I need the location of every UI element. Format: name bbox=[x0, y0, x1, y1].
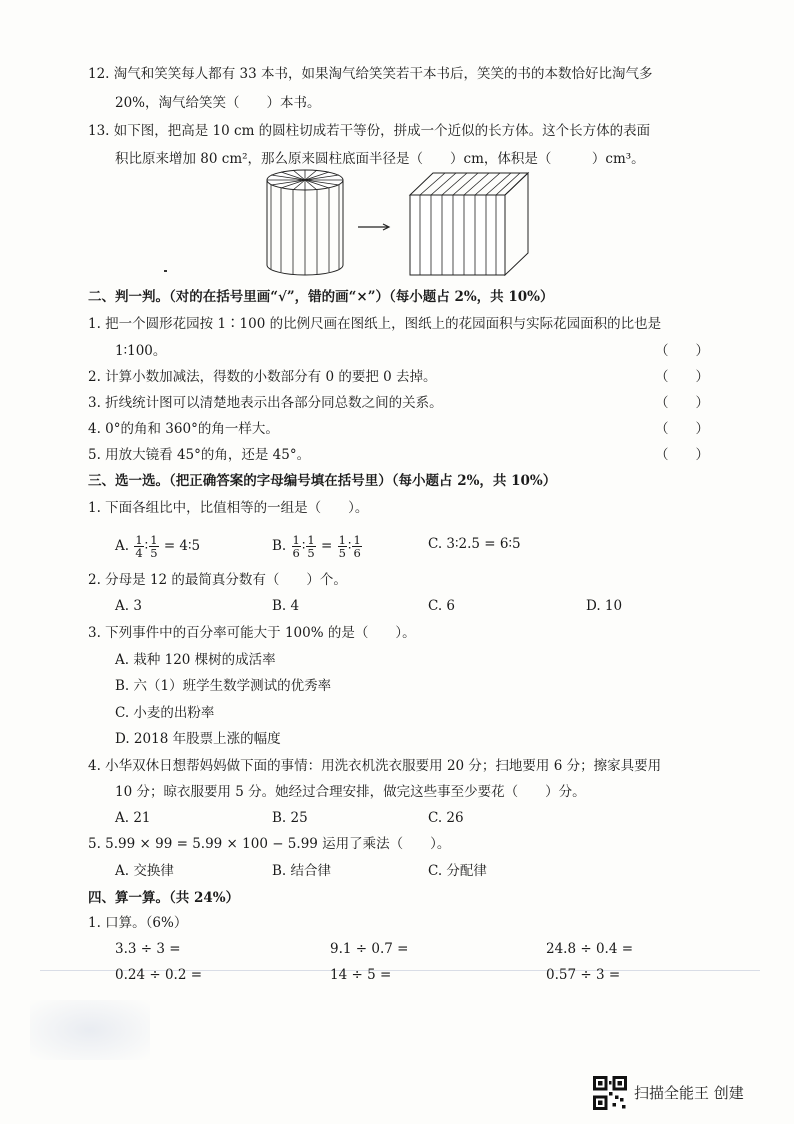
choice-q4-option-a[interactable]: A. 21 bbox=[115, 810, 151, 826]
choice-q4-option-c[interactable]: C. 26 bbox=[428, 810, 464, 826]
fraction: $\frac{1}{4}$ bbox=[135, 533, 143, 560]
calc-item: 0.24 ÷ 0.2 = bbox=[115, 967, 203, 983]
choice-q3-option-b[interactable]: B. 六（1）班学生数学测试的优秀率 bbox=[115, 678, 332, 694]
judge-answer-2[interactable]: （ ） bbox=[655, 369, 709, 385]
judge-item-1: 1. 把一个圆形花园按 1∶100 的比例尺画在图纸上，图纸上的花园面积与实际花园面积的比也是 bbox=[88, 316, 662, 332]
judge-answer-5[interactable]: （ ） bbox=[655, 447, 709, 463]
scan-smudge bbox=[30, 1000, 150, 1060]
option-letter: B. bbox=[272, 538, 287, 554]
choice-q2-option-c[interactable]: C. 6 bbox=[428, 598, 456, 614]
judge-item-2: 2. 计算小数加减法，得数的小数部分有 0 的要把 0 去掉。 bbox=[88, 369, 437, 385]
choice-q2-stem: 2. 分母是 12 的最简真分数有（ ）个。 bbox=[88, 572, 347, 588]
choice-q1-stem: 1. 下面各组比中，比值相等的一组是（ ）。 bbox=[88, 500, 369, 516]
choice-q3-stem: 3. 下列事件中的百分率可能大于 100% 的是（ ）。 bbox=[88, 625, 416, 641]
choice-q3-option-d[interactable]: D. 2018 年股票上涨的幅度 bbox=[115, 731, 281, 747]
choice-q1-option-a[interactable]: A. $\frac{1}{4}$ ∶ $\frac{1}{5}$ = 4∶5 bbox=[115, 533, 201, 560]
choice-q1-option-b[interactable]: B. $\frac{1}{6}$ ∶ $\frac{1}{5}$ = $\frac{1}{5}$ ∶ $\frac{1}{6}$ bbox=[272, 533, 361, 560]
fraction: $\frac{1}{5}$ bbox=[150, 533, 158, 560]
calc-item: 24.8 ÷ 0.4 = bbox=[546, 941, 634, 957]
judge-item-3: 3. 折线统计图可以清楚地表示出各部分同总数之间的关系。 bbox=[88, 395, 443, 411]
q13-line2: 积比原来增加 80 cm²，那么原来圆柱底面半径是（ ）cm，体积是（ ）cm³。 bbox=[115, 151, 645, 167]
equals-sign: = bbox=[320, 538, 333, 554]
q12-line1: 12. 淘气和笑笑每人都有 33 本书，如果淘气给笑笑若干本书后，笑笑的书的本数恰好比淘气多 bbox=[88, 66, 653, 82]
choice-q5-option-a[interactable]: A. 交换律 bbox=[115, 863, 174, 879]
judge-item-1-cont: 1∶100。 bbox=[115, 343, 167, 359]
judge-answer-3[interactable]: （ ） bbox=[655, 395, 709, 411]
calc-item: 3.3 ÷ 3 = bbox=[115, 941, 181, 957]
section4-sub1: 1. 口算。（6%） bbox=[88, 915, 188, 931]
calc-item: 0.57 ÷ 3 = bbox=[546, 967, 621, 983]
choice-q2-option-a[interactable]: A. 3 bbox=[115, 598, 142, 614]
q13-line1: 13. 如下图，把高是 10 cm 的圆柱切成若干等份，拼成一个近似的长方体。这个长方体的表面 bbox=[88, 123, 651, 139]
judge-answer-4[interactable]: （ ） bbox=[655, 421, 709, 437]
choice-q1-option-c[interactable]: C. 3∶2.5 = 6∶5 bbox=[428, 536, 521, 552]
cuboid-figure bbox=[410, 173, 528, 275]
judge-answer-1[interactable]: （ ） bbox=[655, 343, 709, 359]
choice-q5-option-c[interactable]: C. 分配律 bbox=[428, 863, 487, 879]
qr-code-icon bbox=[593, 1076, 627, 1110]
choice-q4-option-b[interactable]: B. 25 bbox=[272, 810, 308, 826]
section3-title: 三、选一选。（把正确答案的字母编号填在括号里）（每小题占 2%，共 10%） bbox=[88, 473, 557, 489]
fraction: $\frac{1}{5}$ bbox=[307, 533, 315, 560]
q12-line2: 20%，淘气给笑笑（ ）本书。 bbox=[115, 95, 321, 111]
scanner-watermark: 扫描全能王 创建 bbox=[634, 1084, 744, 1102]
choice-q4-line2: 10 分；晾衣服要用 5 分。她经过合理安排，做完这些事至少要花（ ）分。 bbox=[115, 784, 586, 800]
choice-q3-option-c[interactable]: C. 小麦的出粉率 bbox=[115, 705, 215, 721]
arrow-icon bbox=[358, 224, 389, 230]
calc-item: 14 ÷ 5 = bbox=[330, 967, 392, 983]
choice-q4-line1: 4. 小华双休日想帮妈妈做下面的事情：用洗衣机洗衣服要用 20 分；扫地要用 6 分；擦家具要用 bbox=[88, 758, 662, 774]
cylinder-figure bbox=[267, 170, 343, 275]
choice-q5-stem: 5. 5.99 × 99 = 5.99 × 100 − 5.99 运用了乘法（ ）。 bbox=[88, 836, 451, 852]
judge-item-5: 5. 用放大镜看 45°的角，还是 45°。 bbox=[88, 447, 311, 463]
cylinder-to-cuboid-figure bbox=[255, 165, 585, 285]
judge-item-4: 4. 0°的角和 360°的角一样大。 bbox=[88, 421, 279, 437]
fraction: $\frac{1}{6}$ bbox=[292, 533, 300, 560]
option-letter: A. bbox=[115, 538, 130, 554]
choice-q2-option-b[interactable]: B. 4 bbox=[272, 598, 300, 614]
calc-item: 9.1 ÷ 0.7 = bbox=[330, 941, 409, 957]
section2-title: 二、判一判。（对的在括号里画“√”，错的画“×”）（每小题占 2%，共 10%） bbox=[88, 289, 554, 305]
scan-speck bbox=[164, 270, 167, 272]
choice-q2-option-d[interactable]: D. 10 bbox=[586, 598, 623, 614]
choice-q3-option-a[interactable]: A. 栽种 120 棵树的成活率 bbox=[115, 652, 276, 668]
fraction: $\frac{1}{5}$ bbox=[338, 533, 346, 560]
section4-title: 四、算一算。（共 24%） bbox=[88, 890, 240, 906]
option-text: = 4∶5 bbox=[163, 538, 201, 554]
choice-q5-option-b[interactable]: B. 结合律 bbox=[272, 863, 332, 879]
fraction: $\frac{1}{6}$ bbox=[353, 533, 361, 560]
